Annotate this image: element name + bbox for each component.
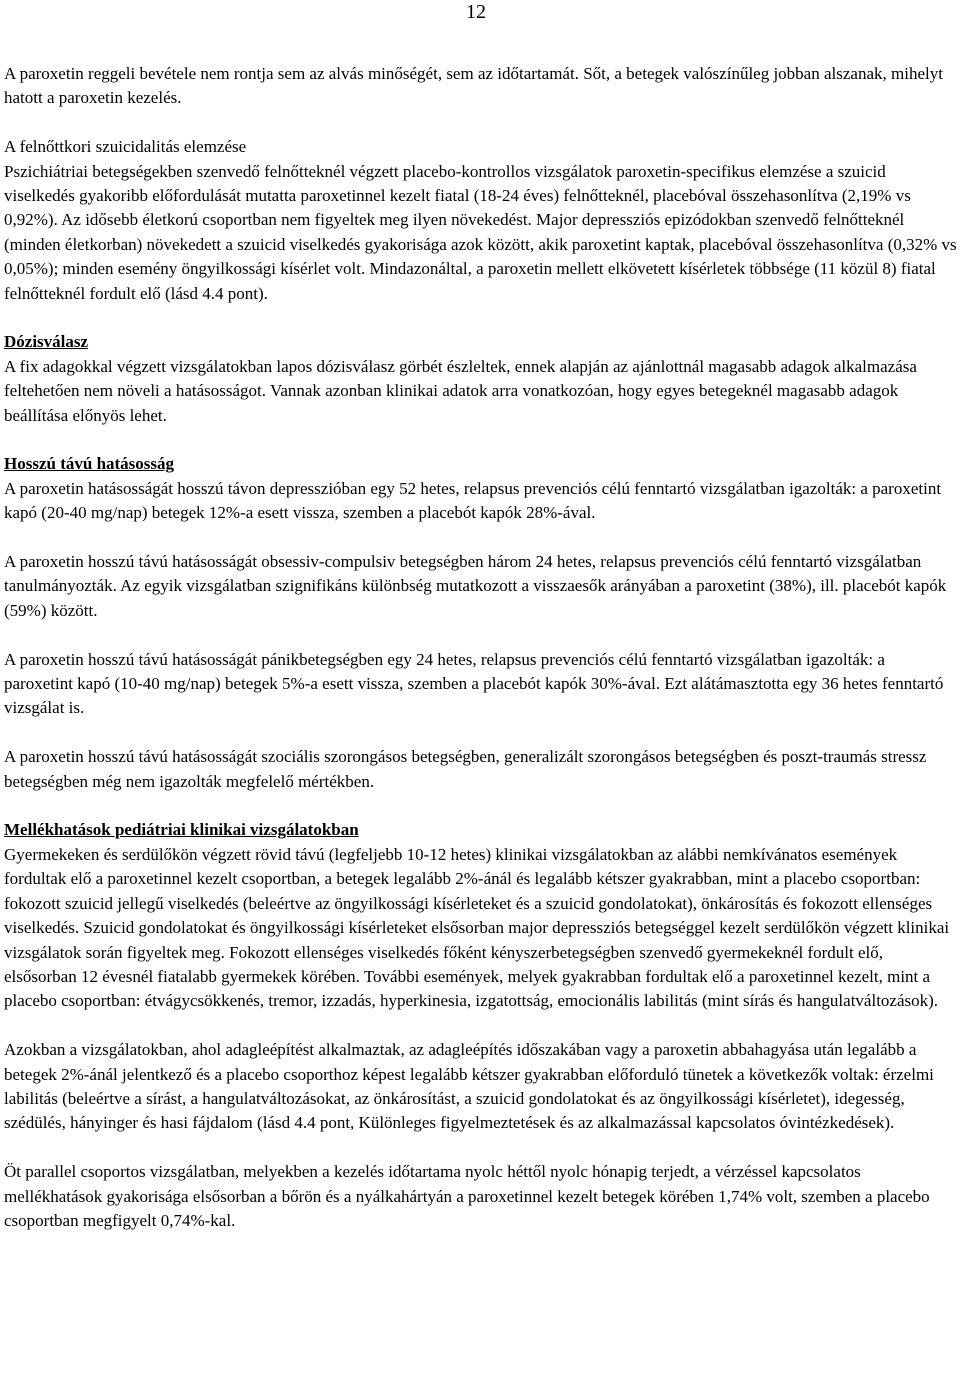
document-body	[4, 62, 958, 1258]
paragraph-pediatric-3: Öt parallel csoportos vizsgálatban, melyekben a kezelés időtartama nyolc héttől nyolc hónapig terjedt, a vérzéssel kapcsolatos mellékhatások gyakorisága elsősorban a bőrön és a nyálkahártyán a paroxetinnel kezelt betegek körében 1,74% volt, szemben a placebo csoportban megfigyelt 0,74%-kal.	[4, 1162, 930, 1230]
section-title-long-term: Hosszú távú hatásosság	[4, 454, 175, 474]
section-title-suicidality: A felnőttkori szuicidalitás elemzése	[4, 137, 247, 157]
paragraph-long-term-3: A paroxetin hosszú távú hatásosságát pánikbetegségben egy 24 hetes, relapsus prevenciós célú fenntartó vizsgálatban igazolták: a paroxetint kapó (10-40 mg/nap) betegek 5%-a esett vissza, szemben a placebót kapók 30%-ával. Ezt alátámasztotta egy 36 hetes fenntartó vizsgálat is.	[4, 649, 944, 718]
section-title-pediatric: Mellékhatások pediátriai klinikai vizsgálatokban	[4, 820, 359, 840]
paragraph-long-term-4: A paroxetin hosszú távú hatásosságát szociális szorongásos betegségben, generalizált szorongásos betegségben és poszt-traumás stressz betegségben még nem igazolták megfelelő mértékben.	[4, 747, 927, 791]
section-pediatric	[4, 818, 958, 1013]
page-number: 12	[466, 1, 486, 23]
section-title-dose-response: Dózisválasz	[4, 332, 89, 352]
paragraph-long-term-1: A paroxetin hatásosságát hosszú távon depresszióban egy 52 hetes, relapsus prevenciós célú fenntartó vizsgálatban igazolták: a paroxetint kapó (20-40 mg/nap) betegek 12%-a esett vissza, szemben a placebót kapók 28%-ával.	[4, 478, 942, 523]
section-long-term	[4, 452, 958, 525]
paragraph-pediatric-2: Azokban a vizsgálatokban, ahol adagleépítést alkalmaztak, az adagleépítés időszakában vagy a paroxetin abbahagyása után legalább a betegek 2%-ánál jelentkező és a placebo csoporthoz képest legalább kétszer gyakrabban előforduló tünetek a következők voltak: érzelmi labilitás (beleértve a sírást, a hangulatváltozásokat, az önkárosítást, a szuicid gondolatokat és az öngyilkossági kísérletet), idegesség, szédülés, hányinger és hasi fájdalom (lásd 4.4 pont, Különleges figyelmeztetések és az alkalmazással kapcsolatos óvintézkedések).	[4, 1040, 934, 1133]
section-dose-response	[4, 330, 958, 428]
section-suicidality	[4, 135, 958, 306]
paragraph-dose-response: A fix adagokkal végzett vizsgálatokban lapos dózisválasz görbét észleltek, ennek alapján az ajánlottnál magasabb adagok alkalmazása feltehetően nem növeli a hatásosságot. Vannak azonban klinikai adatok arra vonatkozóan, hogy egyes betegeknél magasabb adagok beállítása előnyös lehet.	[4, 356, 917, 425]
paragraph-pediatric-1: Gyermekeken és serdülőkön végzett rövid távú (legfeljebb 10-12 hetes) klinikai vizsgálatokban az alábbi nemkívánatos események fordultak elő a paroxetinnel kezelt csoportban, a betegek legalább 2%-ánál és legalább kétszer gyakrabban, mint a placebo csoportban: fokozott szuicid jellegű viselkedés (beleértve az öngyilkossági kísérleteket és a szuicid gondolatokat), önkárosítás és fokozott ellenséges viselkedés. Szuicid gondolatokat és öngyilkossági kísérleteket elsősorban major depressziós betegséggel kezelt serdülőkön végzett klinikai vizsgálatok során figyeltek meg. Fokozott ellenséges viselkedés főként kényszerbetegségben szenvedő gyermekeknél fordult elő, elsősorban 12 évesnél fiatalabb gyermekek körében. További események, melyek gyakrabban fordultak elő a paroxetinnel kezelt, mint a placebo csoportban: étvágycsökkenés, tremor, izzadás, hyperkinesia, izgatottság, emocionális labilitás (mint sírás és hangulatváltozások).	[4, 844, 950, 1011]
paragraph-intro: A paroxetin reggeli bevétele nem rontja sem az alvás minőségét, sem az időtartamát. Sőt, a betegek valószínűleg jobban alszanak, mihelyt hatott a paroxetin kezelés.	[4, 64, 943, 108]
paragraph-suicidality: Pszichiátriai betegségekben szenvedő felnőtteknél végzett placebo-kontrollos vizsgálatok paroxetin-specifikus elemzése a szuicid viselkedés gyakoribb előfordulását mutatta paroxetinnel kezelt fiatal (18-24 éves) felnőtteknél, placebóval összehasonlítva (2,19% vs 0,92%). Az idősebb életkorú csoportban nem figyeltek meg ilyen növekedést. Major depressziós epizódokban szenvedő felnőtteknél (minden életkorban) növekedett a szuicid viselkedés gyakorisága azok között, akik paroxetint kaptak, placebóval összehasonlítva (0,32% vs 0,05%); minden esemény öngyilkossági kísérlet volt. Mindazonáltal, a paroxetin mellett elkövetett kísérletek többsége (11 közül 8) fiatal felnőtteknél fordult elő (lásd 4.4 pont).	[4, 161, 957, 303]
paragraph-long-term-2: A paroxetin hosszú távú hatásosságát obsessiv-compulsiv betegségben három 24 hetes, relapsus prevenciós célú fenntartó vizsgálatban tanulmányozták. Az egyik vizsgálatban szignifikáns különbség mutatkozott a visszaesők arányában a paroxetint (38%), ill. placebót kapók (59%) között.	[4, 552, 947, 620]
